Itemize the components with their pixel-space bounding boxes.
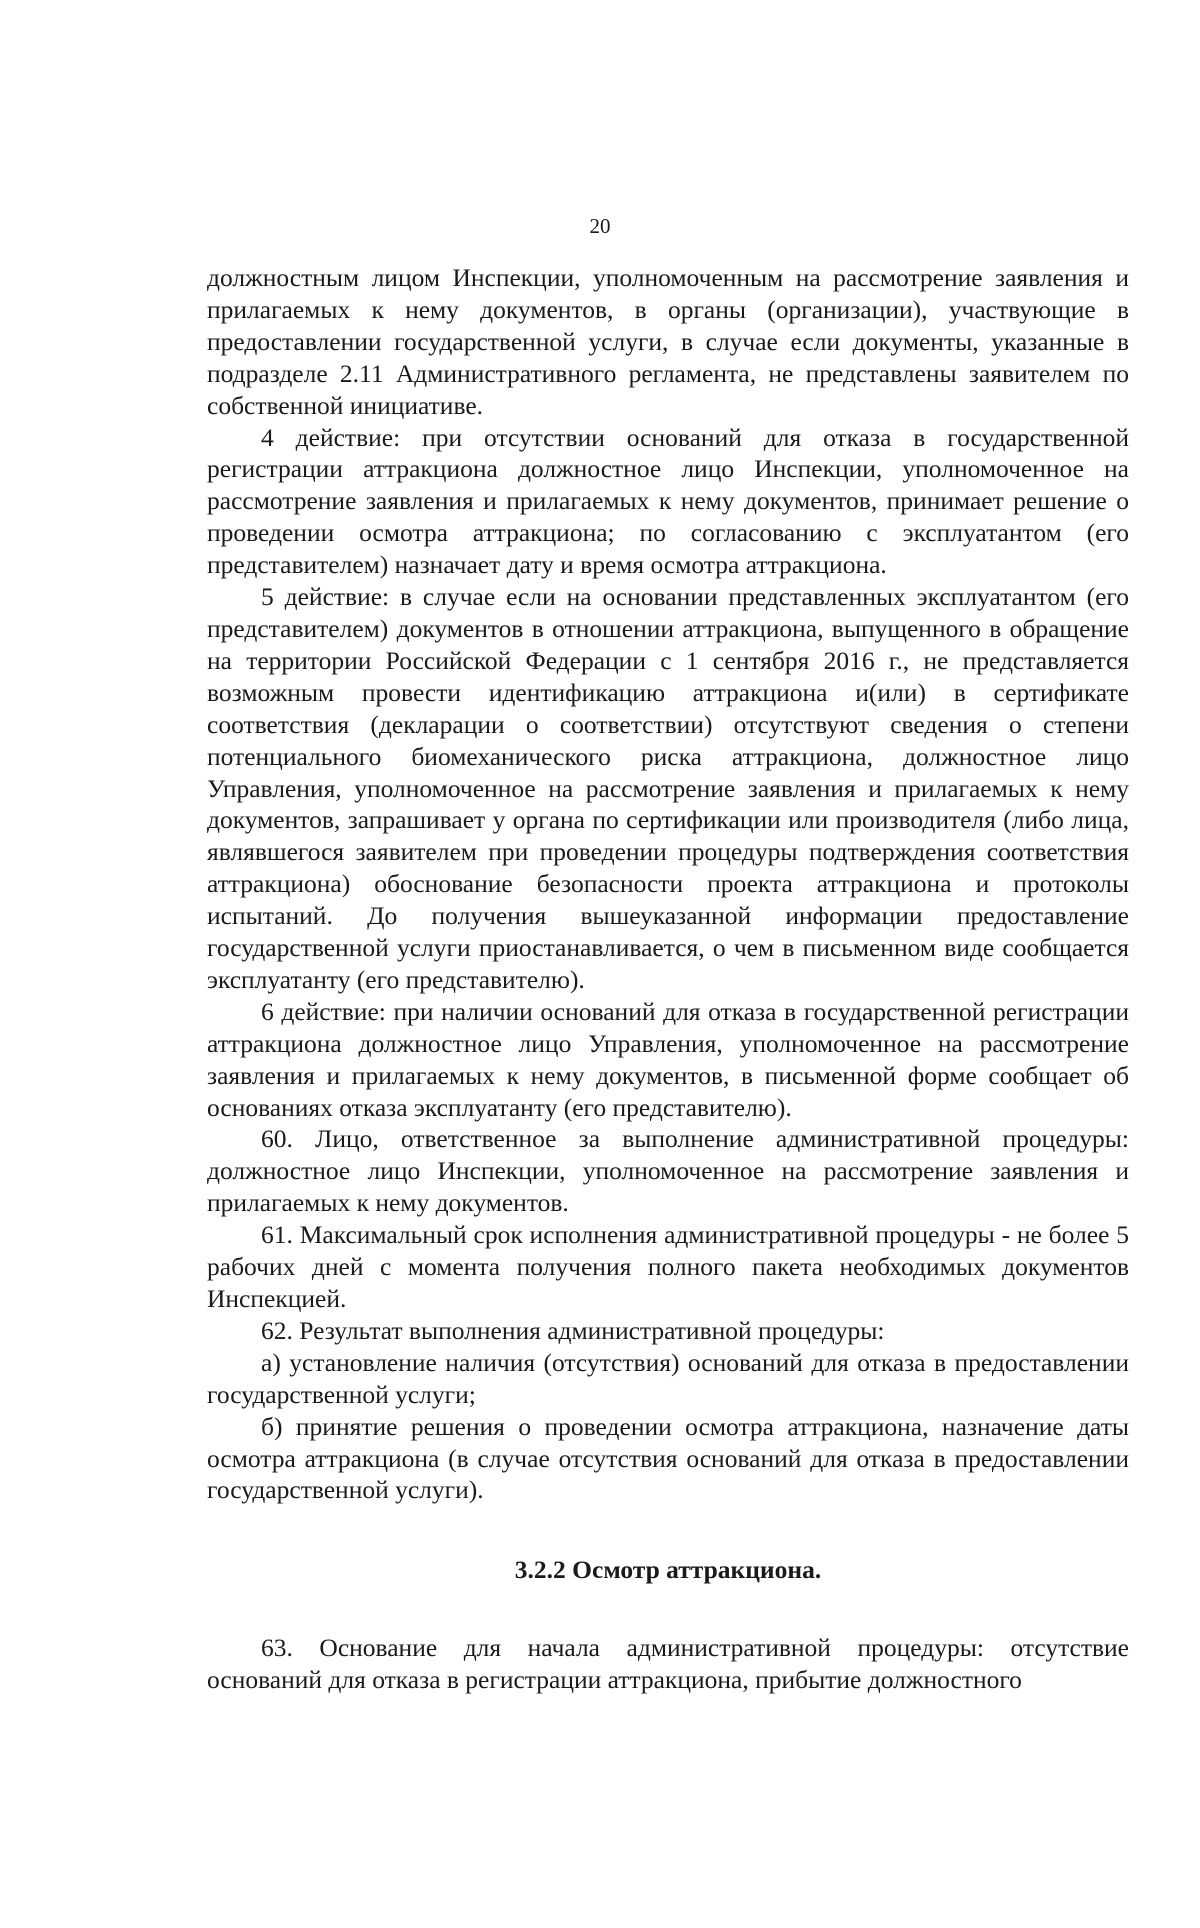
paragraph-action-4: 4 действие: при отсутствии оснований для отказа в государственной регистрации аттракциона должностное лицо Инспекции, уполномоченное на рассмотрение заявления и прилагаемых к нему документов, принимает решение о проведении осмотра аттракциона; по согласованию с эксплуатантом (его представителем) назначает дату и время осмотра аттракциона. — [207, 422, 1129, 580]
paragraph-62-b: б) принятие решения о проведении осмотра аттракциона, назначение даты осмотра аттракциона (в случае отсутствия оснований для отказа в предоставлении государственной услуги). — [207, 1411, 1129, 1505]
paragraph-60: 60. Лицо, ответственное за выполнение административной процедуры: должностное лицо Инспекции, уполномоченное на рассмотрение заявления и прилагаемых к нему документов. — [207, 1124, 1129, 1218]
paragraph-action-5: 5 действие: в случае если на основании представленных эксплуатантом (его представителем) документов в отношении аттракциона, выпущенного в обращение на территории Российской Федерации с 1 сентября 2016 г., не представляется возможным провести идентификацию аттракциона и(или) в сертификате соответствия (декларации о соответствии) отсутствуют сведения о степени потенциального биомеханического риска аттракциона, должностное лицо Управления, уполномоченное на рассмотрение заявления и прилагаемых к нему документов, запрашивает у органа по сертификации или производителя (либо лица, являвшегося заявителем при проведении процедуры подтверждения соответствия аттракциона) обоснование безопасности проекта аттракциона и протоколы испытаний. До получения вышеуказанной информации предоставление государственной услуги приостанавливается, о чем в письменном виде сообщается эксплуатанту (его представителю). — [207, 582, 1129, 994]
section-heading: 3.2.2 Осмотр аттракциона. — [514, 1555, 822, 1585]
paragraph-61: 61. Максимальный срок исполнения административной процедуры - не более 5 рабочих дней с момента получения полного пакета необходимых документов Инспекцией. — [207, 1220, 1129, 1313]
paragraph-62: 62. Результат выполнения административной процедуры: — [261, 1315, 885, 1345]
paragraph-62-a: а) установление наличия (отсутствия) оснований для отказа в предоставлении государственной услуги; — [207, 1347, 1129, 1409]
paragraph-63: 63. Основание для начала административной процедуры: отсутствие оснований для отказа в регистрации аттракциона, прибытие должностного — [207, 1633, 1129, 1695]
paragraph-continuation: должностным лицом Инспекции, уполномоченным на рассмотрение заявления и прилагаемых к нему документов, в органы (организации), участвующие в предоставлении государственной услуги, в случае если документы, указанные в подразделе 2.11 Административного регламента, не представлены заявителем по собственной инициативе. — [207, 263, 1129, 420]
paragraph-action-6: 6 действие: при наличии оснований для отказа в государственной регистрации аттракциона должностное лицо Управления, уполномоченное на рассмотрение заявления и прилагаемых к нему документов, в письменной форме сообщает об основаниях отказа эксплуатанту (его представителю). — [207, 996, 1129, 1122]
page-number: 20 — [589, 214, 611, 238]
document-body — [207, 262, 1129, 1696]
